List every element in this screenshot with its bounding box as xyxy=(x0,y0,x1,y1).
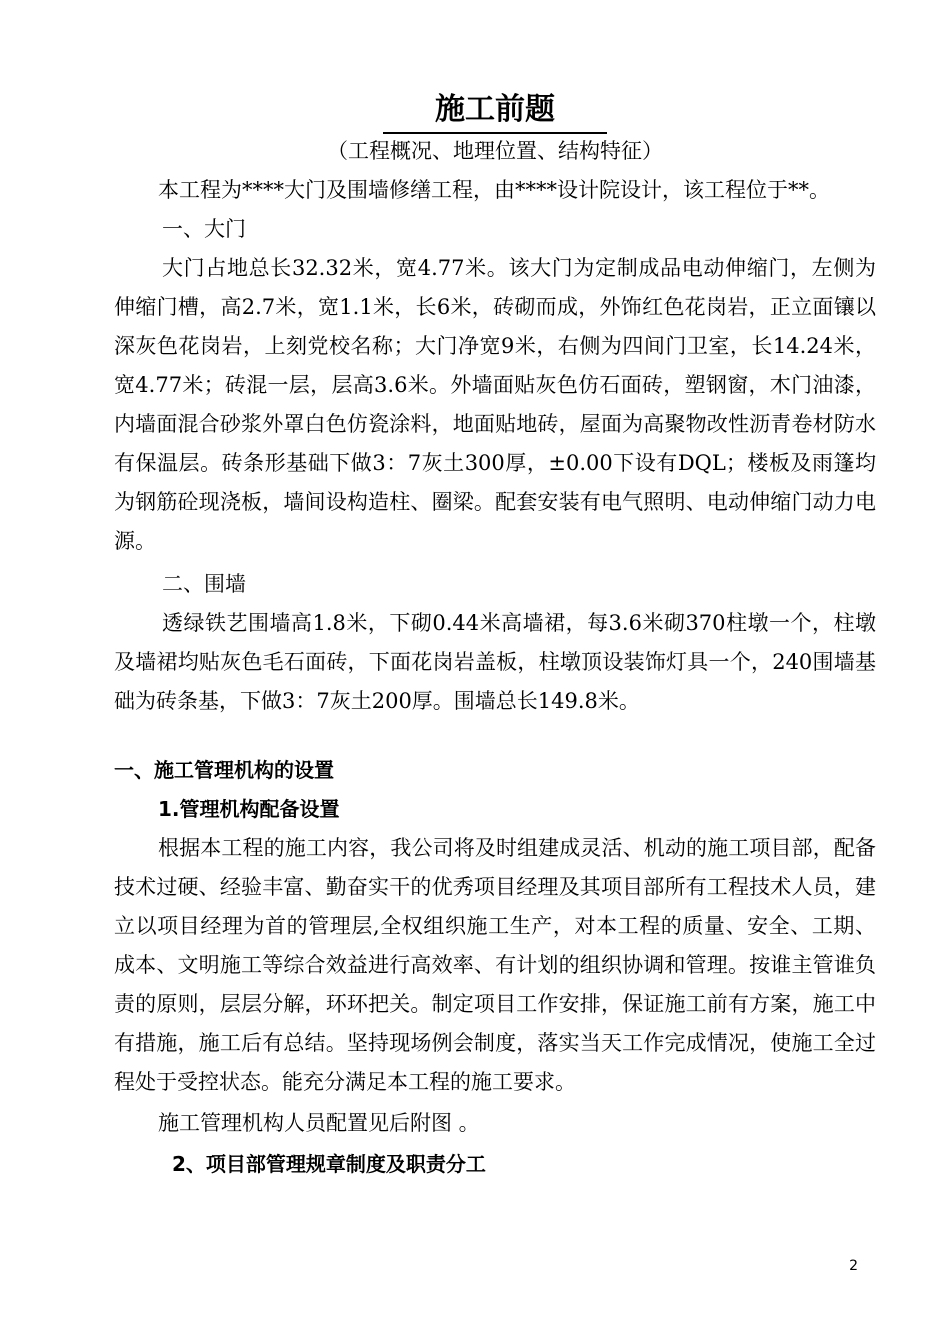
document-title xyxy=(114,86,876,134)
chapter1-heading: 一、施工管理机构的设置 xyxy=(114,758,334,782)
chapter1-sub1-heading: 1.管理机构配备设置 xyxy=(158,797,340,821)
wall-heading: 二、围墙 xyxy=(162,572,246,596)
chapter1-sub1-note: 施工管理机构人员配置见后附图 。 xyxy=(158,1111,480,1135)
section-gap xyxy=(114,721,876,751)
gate-body: 大门占地总长32.32米，宽4.77米。该大门为定制成品电动伸缩门，左侧为伸缩门槽，高2.7米，宽1.1米，长6米，砖砌而成，外饰红色花岗岩，正立面镶以深灰色花岗岩，上刻党校名称；大门净宽9米，右侧为四间门卫室，长14.24米，宽4.77米；砖混一层，层高3.6米。外墙面贴灰色仿石面砖，塑钢窗，木门油漆，内墙面混合砂浆外罩白色仿瓷涂料，地面贴地砖，屋面为高聚物改性沥青卷材防水有保温层。砖条形基础下做3：7灰土300厚，±0.00下设有DQL；楼板及雨篷均为钢筋砼现浇板，墙间设构造柱、圈梁。配套安装有电气照明、电动伸缩门动力电源。 xyxy=(114,256,876,553)
document-title-text: 施工前题 xyxy=(383,90,607,134)
wall-body: 透绿铁艺围墙高1.8米，下砌0.44米高墙裙，每3.6米砌370柱墩一个，柱墩及墙裙均贴灰色毛石面砖，下面花岗岩盖板，柱墩顶设装饰灯具一个，240围墙基础为砖条基，下做3：7灰土200厚。围墙总长149.8米。 xyxy=(114,611,876,713)
intro-paragraph: 本工程为****大门及围墙修缮工程，由****设计院设计，该工程位于**。 xyxy=(158,178,830,202)
document-subtitle: （工程概况、地理位置、结构特征） xyxy=(327,139,663,163)
page-number: 2 xyxy=(849,1258,858,1274)
chapter1-sub1-body: 根据本工程的施工内容，我公司将及时组建成灵活、机动的施工项目部，配备技术过硬、经验丰富、勤奋实干的优秀项目经理及其项目部所有工程技术人员，建立以项目经理为首的管理层,全权组织施工生产，对本工程的质量、安全、工期、成本、文明施工等综合效益进行高效率、有计划的组织协调和管理。按谁主管谁负责的原则，层层分解，环环把关。制定项目工作安排，保证施工前有方案，施工中有措施，施工后有总结。坚持现场例会制度，落实当天工作完成情况，使施工全过程处于受控状态。能充分满足本工程的施工要求。 xyxy=(114,836,876,1094)
gate-heading: 一、大门 xyxy=(162,217,246,241)
document-page xyxy=(114,86,876,1184)
chapter1-sub2-heading: 2、项目部管理规章制度及职责分工 xyxy=(172,1152,486,1176)
